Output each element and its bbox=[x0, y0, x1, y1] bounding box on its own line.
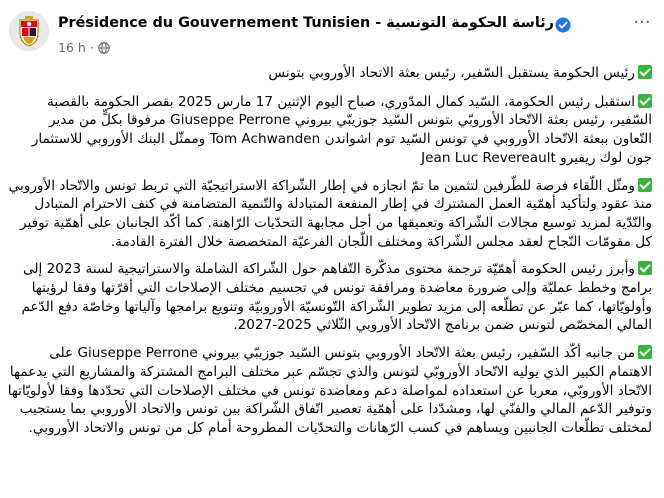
paragraph-text: ومثّل اللّقاء فرصة للطّرفين لتثمين ما تمّ انجازه في إطار الشّراكة الاستراتيجيّة التي تربط تونس والاتّحاد الأوروبي منذ عقود ولتأكيد أهمّية العمل المشترك في إطار المنفعة المتبادلة والتّنمية المتضامنة في كنف الاحترام المتبادل والنّدّية لمزيد توسيع مجالات الشّراكة وتعميقها من أجل مجابهة التحدّيات الرّاهنة. كما أكّد الجانبان على أهمّية توفير كل مقومّات النّجاح لعقد مجلس الشّراكة ومختلف اللّجان الفرعيّة المتخصصة خلال الفترة القادمة. bbox=[8, 177, 652, 250]
post-paragraph bbox=[6, 177, 652, 252]
post-paragraph bbox=[6, 93, 652, 168]
avatar[interactable] bbox=[9, 11, 49, 51]
meta-separator: · bbox=[89, 40, 94, 55]
post-paragraph bbox=[6, 64, 652, 83]
globe-icon[interactable] bbox=[98, 42, 110, 54]
post-paragraph bbox=[6, 344, 652, 438]
paragraph-text: رئيس الحكومة يستقبل السّفير، رئيس بعثة الاتحاد الأوروبي بتونس bbox=[268, 65, 635, 81]
post-time[interactable]: 16 h bbox=[58, 40, 86, 55]
paragraph-text: وأبرز رئيس الحكومة أهمّيّة ترجمة محتوى مذكّرة التّفاهم حول الشّراكة الشاملة والاستراتيجية لسنة 2023 إلى برامج وخطط عمليّة وإلى ضرورة معاضدة ومرافقة تونس في تجسيم مختلف الإصلاحات التي أقرّتها وفقا لرؤيتها وأولويّاتها، كما عبّر عن تطلّعه إلى مزيد تطوير الشّراكة التّونسيّة الأوروبيّة وتنويع برامجها وآلياتها وخاصّة دفع الدّعم المالي المخصّص لتونس ضمن برنامج الاتّحاد الأوروبي الثّلاثي 2025-2027. bbox=[21, 261, 652, 334]
paragraph-text: من جانبه أكّد السّفير، رئيس بعثة الاتّحاد الأوروبي بتونس السّيد جوزيبّي بيروني Giuseppe Perrone على الاهتمام الكبير الذي يوليه الاتّحاد الأوروبّي لتونس والذي تجسّم عبر مختلف البرامج المشتركة والمشاريع التي يدعمها الاتّحاد الأوروبّي، معربا عن استعداده لمواصلة دعم ومعاضدة تونس في مختلف الإصلاحات التي تحدّدها وفقا لأولويّاتها وتوفير الدّعم المالي والفنّي لها، ومشدّدا على أهمّية تعصير اتّفاق الشّراكة بين تونس والاتحاد الأوروبي بما يستجيب لمختلف تطلّعات الجانبين ويساهم في كسب الرّهانات والتحدّيات المطروحة أمام كل من تونس والاتحاد الأوروبي. bbox=[7, 345, 652, 436]
more-options-button[interactable]: ··· bbox=[633, 12, 651, 33]
post-header bbox=[0, 0, 664, 62]
post-paragraph bbox=[6, 260, 652, 335]
paragraph-text: استقبل رئيس الحكومة، السّيد كمال المدّوري، صباح اليوم الإثنين 17 مارس 2025 بقصر الحكومة بالقصبة السّفير، رئيس بعثة الاتّحاد الأوروبّي بتونس السّيد جوزيبّي بيروني Giuseppe Perrone مرفوقا بكلٍّ من مدير التّعاون ببعثة الاتّحاد الأوروبي في تونس السّيد توم اشواندن Tom Achwanden وممثّل البنك الأوروبي للاستثمار جون لوك ريفيرو Jean Luc Revereault bbox=[31, 93, 652, 166]
page-name[interactable]: Présidence du Gouvernement Tunisien - رئاسة الحكومة التونسية bbox=[58, 15, 554, 31]
check-mark-button-icon bbox=[638, 345, 652, 359]
check-mark-button-icon bbox=[638, 261, 652, 275]
check-mark-button-icon bbox=[638, 65, 652, 79]
tunisian-coat-of-arms-logo bbox=[9, 11, 49, 51]
check-mark-button-icon bbox=[638, 94, 652, 108]
post-body bbox=[6, 64, 652, 447]
post-meta bbox=[58, 40, 110, 55]
check-mark-button-icon bbox=[638, 178, 652, 192]
verified-badge-icon bbox=[555, 17, 571, 33]
